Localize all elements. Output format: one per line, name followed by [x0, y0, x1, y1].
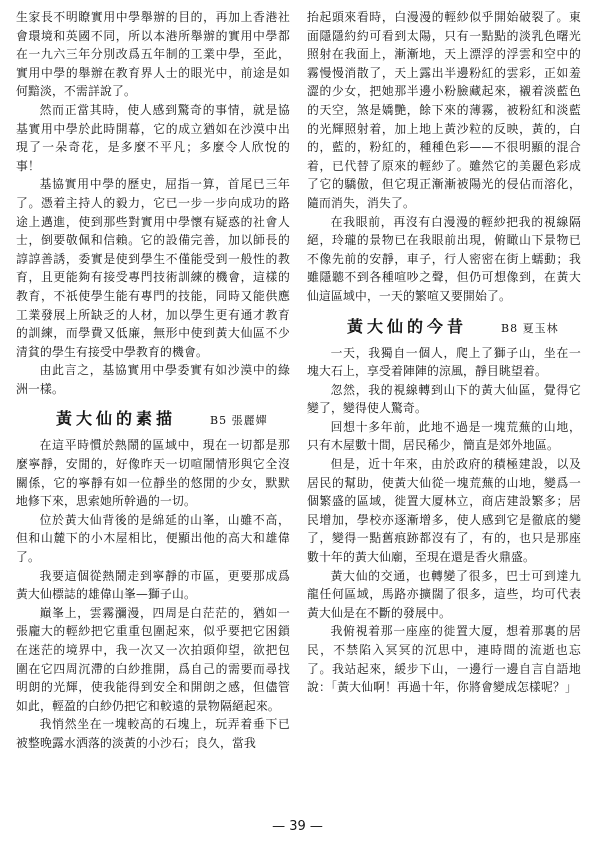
- article1-paragraph: 生家長不明瞭實用中學舉辦的目的，再加上香港社會環境和英國不同，所以本港所舉辦的實用中學都在一九六三年分別改爲五年制的工業中學，至此，實用中學的舉辦在教育界人士的眼光中，前途是如何黯淡，不需詳說了。: [16, 10, 290, 99]
- article2-paragraph: 我悄然坐在一塊較高的石塊上，玩弄着垂下已被整晚露水洒落的淡黃的小沙石；良久，當我: [16, 717, 290, 750]
- article2-paragraph: 在這平時慣於熱鬧的區域中，現在一切都是那麼寧靜，安閒的，好像昨天一切喧鬧情形與它全沒關係，它的寧靜有如一位靜坐的悠閒的少女，默默地修下來，思索她所幹過的一切。: [16, 438, 290, 509]
- article2-paragraph: 在我眼前，再沒有白漫漫的輕紗把我的視線隔絕，玲瓏的景物已在我眼前出現，俯瞰山下景物已不像先前的安靜，車子，行人密密在街上蠕動；我雖隱聽不到各種喧吵之聲，但仍可想像到，在黃大仙這區域中，一天的繁喧又要開始了。: [307, 214, 581, 303]
- left-column: [16, 8, 290, 753]
- article3-paragraph: 我俯視着那一座座的徙置大厦，想着那裏的居民，不禁陷入冥冥的沉思中，連時間的流逝也忘了。我站起來，緩步下山，一邊行一邊自言自語地說：「黃大仙啊！再過十年，你將會變成怎樣呢？」: [307, 624, 581, 695]
- article2-paragraph: 巔峯上，雲霧瀰漫，四周是白茫茫的，猶如一張龐大的輕紗把它重重包圍起來，似乎要把它困鎖在迷茫的境界中，我一次又一次拍頭仰望，欲把包圍在它四周沉滯的白紗推開，爲自己的需要而尋找明朗的光輝，使我能得到安全和開朗之感，但儘管如此，輕盈的白紗仍把它和較遠的景物隔絕起來。: [16, 605, 290, 713]
- article1-paragraph: 然而正當其時，使人感到驚奇的事情，就是協基實用中學於此時開幕，它的成立猶如在沙漠中出現了一朵奇花，是多麼不平凡；多麼令人欣悅的事！: [16, 102, 290, 173]
- article2-paragraph: 我要這個從熱鬧走到寧靜的市區，更要那成爲黃大仙標誌的雄偉山峯—獅子山。: [16, 568, 290, 602]
- article3-paragraph: 一天，我獨自一個人，爬上了獅子山，坐在一塊大石上，享受着陣陣的涼風，靜目眺望着。: [307, 345, 581, 379]
- article1-paragraph: 由此言之，基協實用中學委實有如沙漠中的綠洲一樣。: [16, 363, 290, 396]
- article2-heading: [16, 406, 290, 428]
- article2-paragraph: 抬起頭來看時，白漫漫的輕紗似乎開始破裂了。東面隱隱約約可看到太陽，只有一點點的淡乳色曙光照射在我面上，漸漸地，天上漂浮的浮雲和空中的霧慢慢消散了，天上露出半邊粉紅的雲彩，正如羞澀的少女，把她那半邊小粉臉藏起來，襯着淡藍色的天空，煞是嬌艷，餘下來的薄霧，被粉紅和淡藍的光輝照射着，加上地上黃沙粒的反映，黃的，白的，藍的，粉紅的，種種色彩——不很明顯的混合着，已代替了原來的輕紗了。雖然它的美麗色彩成了它的驕傲，但它現正漸漸被陽光的侵佔而溶化，隨而消失，消失了。: [307, 10, 581, 210]
- right-column: [307, 8, 581, 697]
- article3-title: 黃大仙的今昔: [347, 316, 468, 336]
- article2-author: B5 張麗嬋: [210, 414, 268, 428]
- article3-heading: [307, 314, 581, 336]
- article3-paragraph: 回想十多年前，此地不過是一塊荒蕪的山地，只有木屋數十間，居民稀少，簡直是郊外地區。: [307, 419, 581, 453]
- article3-paragraph: 忽然，我的視線轉到山下的黃大仙區，覺得它變了，變得使人驚奇。: [307, 382, 581, 416]
- article3-paragraph: 但是，近十年來，由於政府的積極建設，以及居民的幫助，使黃大仙從一塊荒蕪的山地，變爲一個繁盛的區域，徙置大厦林立，商店建設繁多；居民增加，學校亦逐漸增多，使人感到它是徹底的變了，變得一點舊痕跡都沒有了，有的，也只是那座數十年的黃大仙廟，至現在還是香火鼎盛。: [307, 457, 581, 565]
- article2-title: 黃大仙的素描: [56, 409, 177, 429]
- page-number: — 39 —: [272, 819, 323, 834]
- article3-author: B8 夏玉林: [501, 321, 559, 335]
- article2-paragraph: 位於黃大仙背後的是綿延的山峯，山雖不高，但和山麓下的小木屋相比，便顯出他的高大和雄偉了。: [16, 512, 290, 565]
- article3-paragraph: 黃大仙的交通，也轉變了很多，巴士可到達九龍任何區域，馬路亦擴闊了很多，這些，均可代表黃大仙是在不斷的發展中。: [307, 568, 581, 620]
- article1-paragraph: 基協實用中學的歷史，屈指一算，首尾已三年了。憑着主持人的毅力，它已一步一步向成功的路途上邁進，使到那些對實用中學懷有疑惑的社會人士，倒要敬佩和信賴。它的設備完善，加以師長的諄諄善誘，委實是使到學生不僅能受到一般性的教育，且更能夠有接受專門技術訓練的機會，這樣的教育，不祇使學生能有專門的技能，同時又能供應工業發展上所缺乏的人材，加以學生更有通才教育的訓練，而學費又低廉，無形中使到黃大仙區不少清貧的學生有接受中學教育的機會。: [16, 177, 290, 359]
